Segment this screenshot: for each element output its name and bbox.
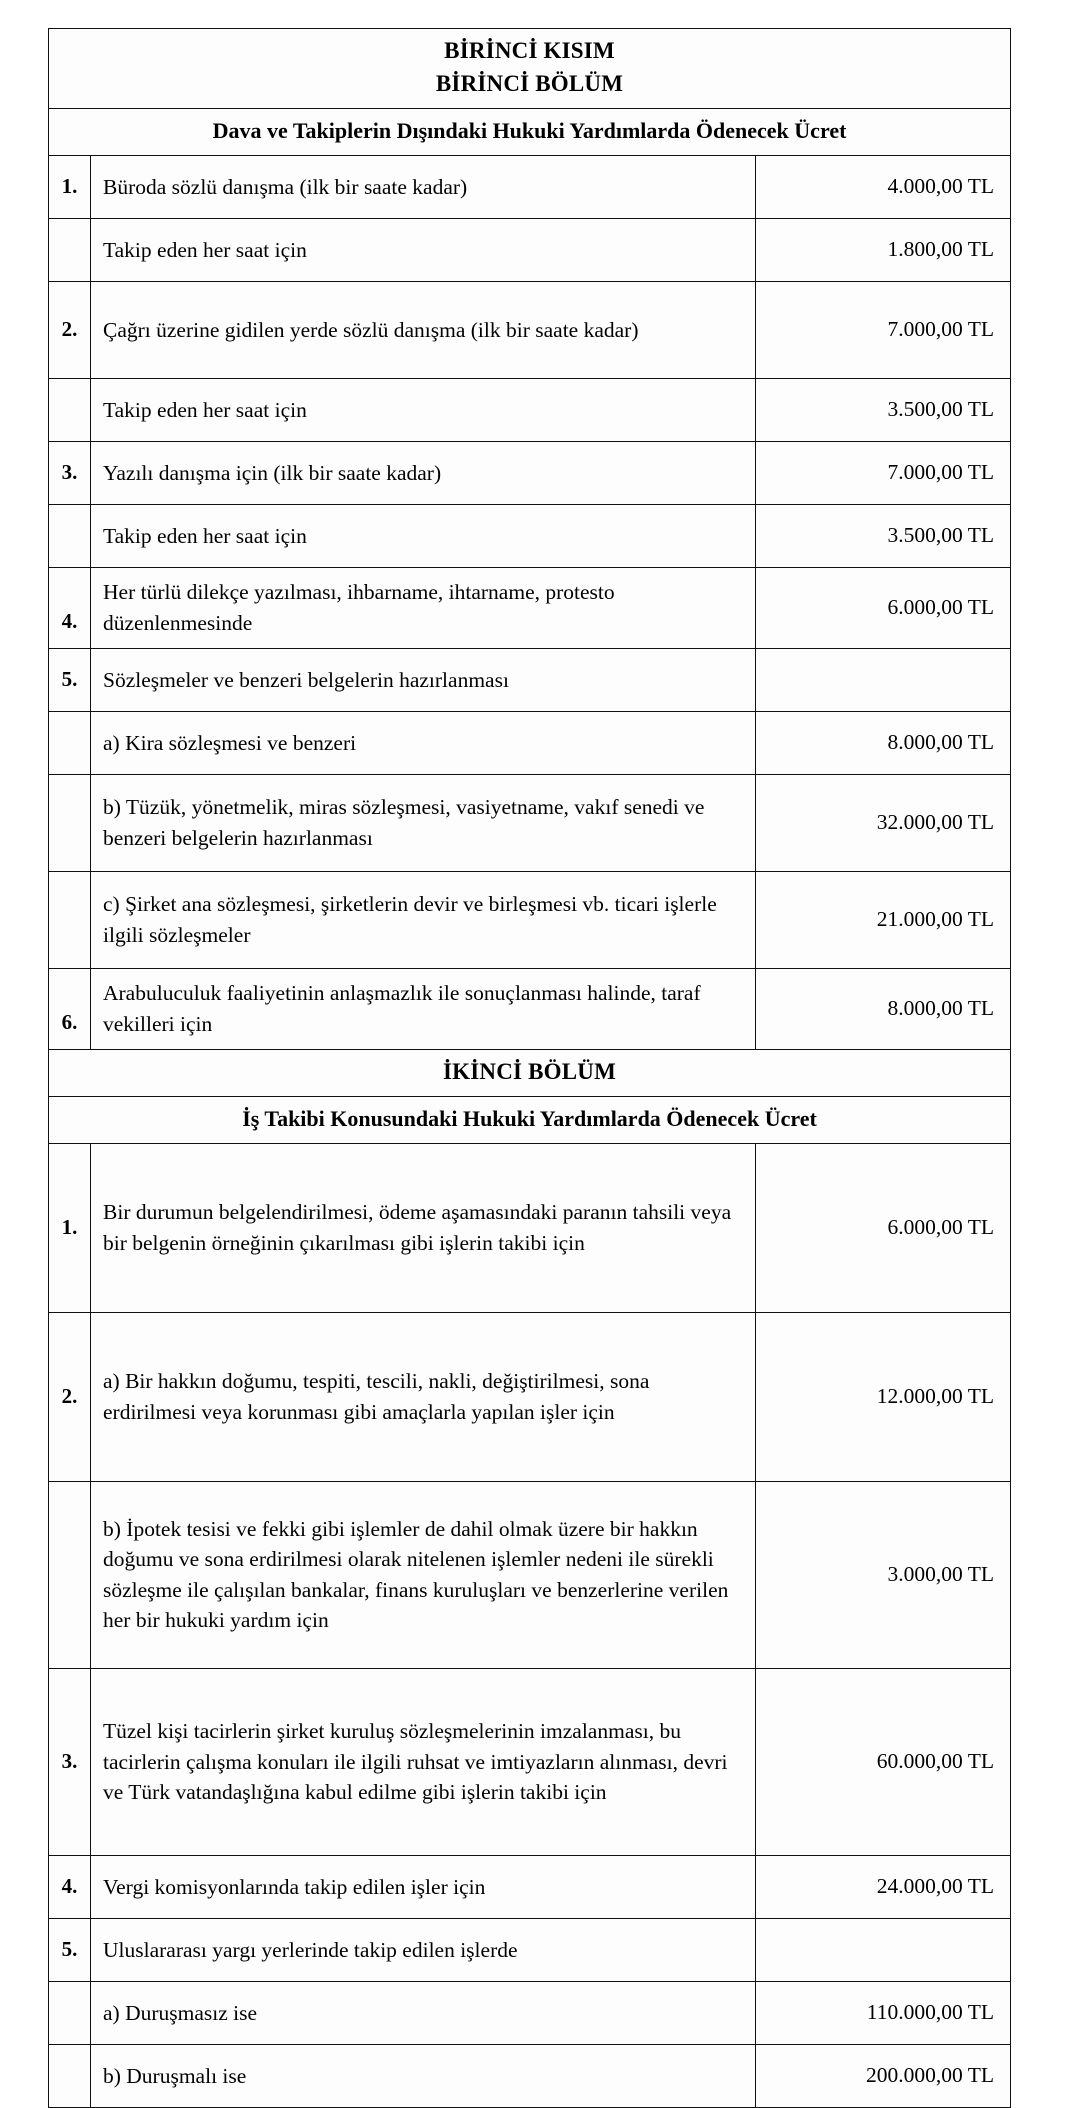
row-number: 4.: [49, 1855, 91, 1918]
table-row: [49, 504, 1011, 567]
table-row: [49, 378, 1011, 441]
banner-line: İKİNCİ BÖLÜM: [443, 1058, 617, 1084]
row-number: 1.: [49, 1143, 91, 1312]
table-row: [49, 1143, 1011, 1312]
row-number: [49, 2044, 91, 2107]
row-number: [49, 774, 91, 871]
row-amount: 21.000,00 TL: [756, 871, 1011, 968]
table-row: [49, 711, 1011, 774]
section-subtitle-birinci-bolum: Dava ve Takiplerin Dışındaki Hukuki Yardımlarda Ödenecek Ücret: [49, 109, 1011, 156]
row-amount: [756, 1918, 1011, 1981]
row-description: a) Duruşmasız ise: [91, 1981, 756, 2044]
section-banner-row: [49, 29, 1011, 109]
table-row: [49, 1918, 1011, 1981]
row-number: [49, 504, 91, 567]
row-description: Sözleşmeler ve benzeri belgelerin hazırlanması: [91, 648, 756, 711]
row-description: Takip eden her saat için: [91, 504, 756, 567]
table-row: [49, 1312, 1011, 1481]
row-description: Yazılı danışma için (ilk bir saate kadar): [91, 441, 756, 504]
table-row: [49, 567, 1011, 648]
banner-line: BİRİNCİ BÖLÜM: [435, 70, 624, 96]
row-description: b) İpotek tesisi ve fekki gibi işlemler de dahil olmak üzere bir hakkın doğumu ve sona erdirilmesi olarak nitelenen işlemler nedeni ile sürekli sözleşme ile çalışılan bankalar, finans kuruluşları ve benzerlerine verilen her bir hukuki yardım için: [91, 1481, 756, 1668]
row-amount: 32.000,00 TL: [756, 774, 1011, 871]
row-amount: 3.500,00 TL: [756, 504, 1011, 567]
tariff-table: [48, 28, 1011, 2108]
row-description: Her türlü dilekçe yazılması, ihbarname, ihtarname, protesto düzenlenmesinde: [91, 567, 756, 648]
table-row: [49, 1481, 1011, 1668]
section-subtitle-row: [49, 1097, 1011, 1144]
row-amount: 7.000,00 TL: [756, 281, 1011, 378]
row-description: Tüzel kişi tacirlerin şirket kuruluş sözleşmelerinin imzalanması, bu tacirlerin çalışma konuları ile ilgili ruhsat ve imtiyazların alınması, devri ve Türk vatandaşlığına kabul edilme gibi işlerin takibi için: [91, 1668, 756, 1855]
table-row: [49, 871, 1011, 968]
row-amount: 6.000,00 TL: [756, 1143, 1011, 1312]
row-description: a) Kira sözleşmesi ve benzeri: [91, 711, 756, 774]
banner-line: BİRİNCİ KISIM: [444, 38, 615, 63]
table-row: [49, 441, 1011, 504]
row-description: Vergi komisyonlarında takip edilen işler için: [91, 1855, 756, 1918]
row-description: Bir durumun belgelendirilmesi, ödeme aşamasındaki paranın tahsili veya bir belgenin örneğinin çıkarılması gibi işlerin takibi için: [91, 1143, 756, 1312]
row-amount: 24.000,00 TL: [756, 1855, 1011, 1918]
row-description: b) Tüzük, yönetmelik, miras sözleşmesi, vasiyetname, vakıf senedi ve benzeri belgelerin hazırlanması: [91, 774, 756, 871]
row-amount: 3.000,00 TL: [756, 1481, 1011, 1668]
row-description: Büroda sözlü danışma (ilk bir saate kadar): [91, 155, 756, 218]
row-amount: 4.000,00 TL: [756, 155, 1011, 218]
row-amount: 110.000,00 TL: [756, 1981, 1011, 2044]
row-description: c) Şirket ana sözleşmesi, şirketlerin devir ve birleşmesi vb. ticari işlerle ilgili sözleşmeler: [91, 871, 756, 968]
section-subtitle-ikinci-bolum: İş Takibi Konusundaki Hukuki Yardımlarda Ödenecek Ücret: [49, 1097, 1011, 1144]
row-number: [49, 711, 91, 774]
section-banner-birinci-bolum: [49, 29, 1011, 109]
row-number: [49, 871, 91, 968]
tariff-page: [48, 28, 1010, 2108]
row-description: b) Duruşmalı ise: [91, 2044, 756, 2107]
row-number: 1.: [49, 155, 91, 218]
row-description: a) Bir hakkın doğumu, tespiti, tescili, nakli, değiştirilmesi, sona erdirilmesi veya korunması gibi amaçlarla yapılan işler için: [91, 1312, 756, 1481]
row-number: 3.: [49, 1668, 91, 1855]
row-number: 4.: [49, 567, 91, 648]
row-number: [49, 1481, 91, 1668]
row-amount: 60.000,00 TL: [756, 1668, 1011, 1855]
table-row: [49, 1668, 1011, 1855]
row-amount: 7.000,00 TL: [756, 441, 1011, 504]
row-amount: 1.800,00 TL: [756, 218, 1011, 281]
row-description: Arabuluculuk faaliyetinin anlaşmazlık ile sonuçlanması halinde, taraf vekilleri için: [91, 968, 756, 1049]
table-row: [49, 281, 1011, 378]
row-amount: [756, 648, 1011, 711]
row-amount: 200.000,00 TL: [756, 2044, 1011, 2107]
row-description: Takip eden her saat için: [91, 218, 756, 281]
row-amount: 8.000,00 TL: [756, 968, 1011, 1049]
section-banner-row: [49, 1049, 1011, 1097]
row-amount: 8.000,00 TL: [756, 711, 1011, 774]
row-number: [49, 218, 91, 281]
row-description: Çağrı üzerine gidilen yerde sözlü danışma (ilk bir saate kadar): [91, 281, 756, 378]
row-amount: 6.000,00 TL: [756, 567, 1011, 648]
row-number: 5.: [49, 1918, 91, 1981]
row-number: 3.: [49, 441, 91, 504]
row-number: 2.: [49, 1312, 91, 1481]
row-amount: 3.500,00 TL: [756, 378, 1011, 441]
row-number: [49, 378, 91, 441]
row-number: 2.: [49, 281, 91, 378]
section-subtitle-row: [49, 109, 1011, 156]
table-row: [49, 1981, 1011, 2044]
row-description: Takip eden her saat için: [91, 378, 756, 441]
table-row: [49, 774, 1011, 871]
row-number: 6.: [49, 968, 91, 1049]
table-row: [49, 2044, 1011, 2107]
table-row: [49, 1855, 1011, 1918]
section-banner-ikinci-bolum: [49, 1049, 1011, 1097]
table-row: [49, 218, 1011, 281]
row-amount: 12.000,00 TL: [756, 1312, 1011, 1481]
table-row: [49, 968, 1011, 1049]
row-number: 5.: [49, 648, 91, 711]
table-row: [49, 648, 1011, 711]
row-number: [49, 1981, 91, 2044]
table-row: [49, 155, 1011, 218]
row-description: Uluslararası yargı yerlerinde takip edilen işlerde: [91, 1918, 756, 1981]
